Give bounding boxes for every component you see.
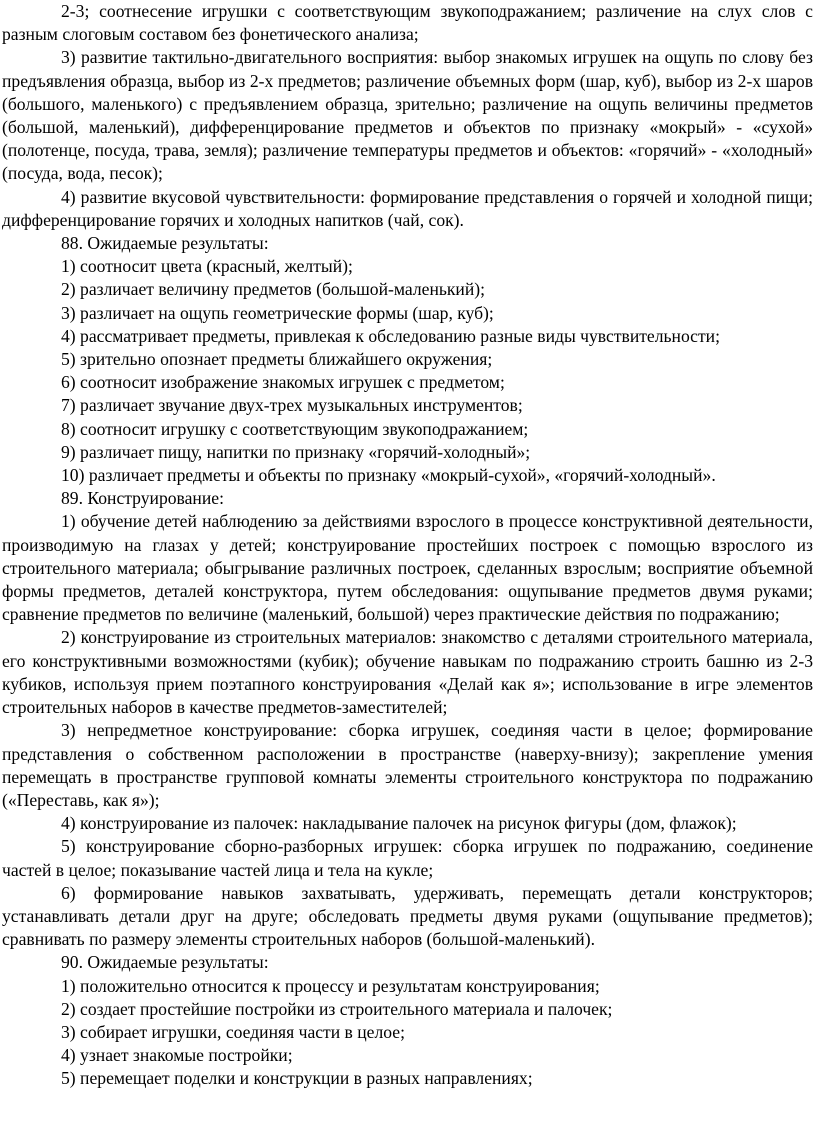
list-item: 9) различает пищу, напитки по признаку «горячий-холодный»;	[61, 441, 531, 462]
list-item: 10) различает предметы и объекты по признаку «мокрый-сухой», «горячий-холодный».	[61, 465, 716, 486]
paragraph-construction-4: 4) конструирование из палочек: накладывание палочек на рисунок фигуры (дом, флажок);	[61, 813, 737, 834]
paragraph-tactile-development: 3) развитие тактильно-двигательного восприятия: выбор знакомых игрушек на ощупь по слову без предъявления образца, выбор из 2-х предметов; различение объемных форм (шар, куб), выбор из 2-х шаров (большого, маленького) с предъявлением образца, зрительно; различение на ощупь величины предметов (большой, маленький), дифференцирование предметов и объектов по признаку «мокрый» - «сухой» (полотенце, посуда, трава, земля); различение температуры предметов и объектов: «горячий» - «холодный» (посуда, вода, песок);	[2, 47, 813, 184]
list-item: 3) различает на ощупь геометрические формы (шар, куб);	[61, 302, 494, 323]
paragraph-construction-1: 1) обучение детей наблюдению за действиями взрослого в процессе конструктивной деятельности, производимую на глазах у детей; конструирование простейших построек с помощью взрослого из строительного материала; обыгрывание различных построек, сделанных взрослым; восприятие объемной формы предметов, деталей конструктора, путем обследования: ощупывание предметов двумя руками; сравнение предметов по величине (маленький, большой) через практические действия по подражанию;	[2, 511, 813, 625]
list-item: 5) перемещает поделки и конструкции в разных направлениях;	[61, 1068, 533, 1089]
list-item: 8) соотносит игрушку с соответствующим звукоподражанием;	[61, 418, 529, 439]
list-item: 6) соотносит изображение знакомых игрушек с предметом;	[61, 372, 505, 393]
list-item: 7) различает звучание двух-трех музыкальных инструментов;	[61, 395, 523, 416]
section-heading-90: 90. Ожидаемые результаты:	[61, 952, 269, 973]
list-item: 4) узнает знакомые постройки;	[61, 1045, 293, 1066]
list-item: 2) различает величину предметов (большой-маленький);	[61, 279, 486, 300]
paragraph-continuation: 2-3; соотнесение игрушки с соответствующим звукоподражанием; различение на слух слов с разным слоговым составом без фонетического анализа;	[2, 1, 813, 45]
list-item: 2) создает простейшие постройки из строительного материала и палочек;	[61, 998, 613, 1019]
paragraph-construction-5: 5) конструирование сборно-разборных игрушек: сборка игрушек по подражанию, соединение частей в целое; показывание частей лица и тела на кукле;	[2, 836, 813, 880]
section-heading-88: 88. Ожидаемые результаты:	[61, 233, 269, 254]
list-item: 5) зрительно опознает предметы ближайшего окружения;	[61, 349, 493, 370]
list-item: 1) соотносит цвета (красный, желтый);	[61, 256, 353, 277]
paragraph-construction-3: 3) непредметное конструирование: сборка игрушек, соединяя части в целое; формирование представления о собственном расположении в пространстве (наверху-внизу); закрепление умения перемещать в пространстве групповой комнаты элементы строительного конструктора по подражанию («Переставь, как я»);	[2, 720, 813, 810]
section-heading-89: 89. Конструирование:	[61, 488, 224, 509]
list-item: 1) положительно относится к процессу и результатам конструирования;	[61, 975, 600, 996]
paragraph-construction-6: 6) формирование навыков захватывать, удерживать, перемещать детали конструкторов; устанавливать детали друг на друге; обследовать предметы двумя руками (ощупывание предметов); сравнивать по размеру элементы строительных наборов (большой-маленький).	[2, 882, 813, 950]
paragraph-taste-development: 4) развитие вкусовой чувствительности: формирование представления о горячей и холодной пищи; дифференцирование горячих и холодных напитков (чай, сок).	[2, 186, 813, 230]
list-item: 3) собирает игрушки, соединяя части в целое;	[61, 1021, 405, 1042]
list-item: 4) рассматривает предметы, привлекая к обследованию разные виды чувствительности;	[61, 325, 720, 346]
paragraph-construction-2: 2) конструирование из строительных материалов: знакомство с деталями строительного материала, его конструктивными возможностями (кубик); обучение навыкам по подражанию строить башню из 2-3 кубиков, используя прием поэтапного конструирования «Делай как я»; использование в игре элементов строительных наборов в качестве предметов-заместителей;	[2, 627, 813, 718]
